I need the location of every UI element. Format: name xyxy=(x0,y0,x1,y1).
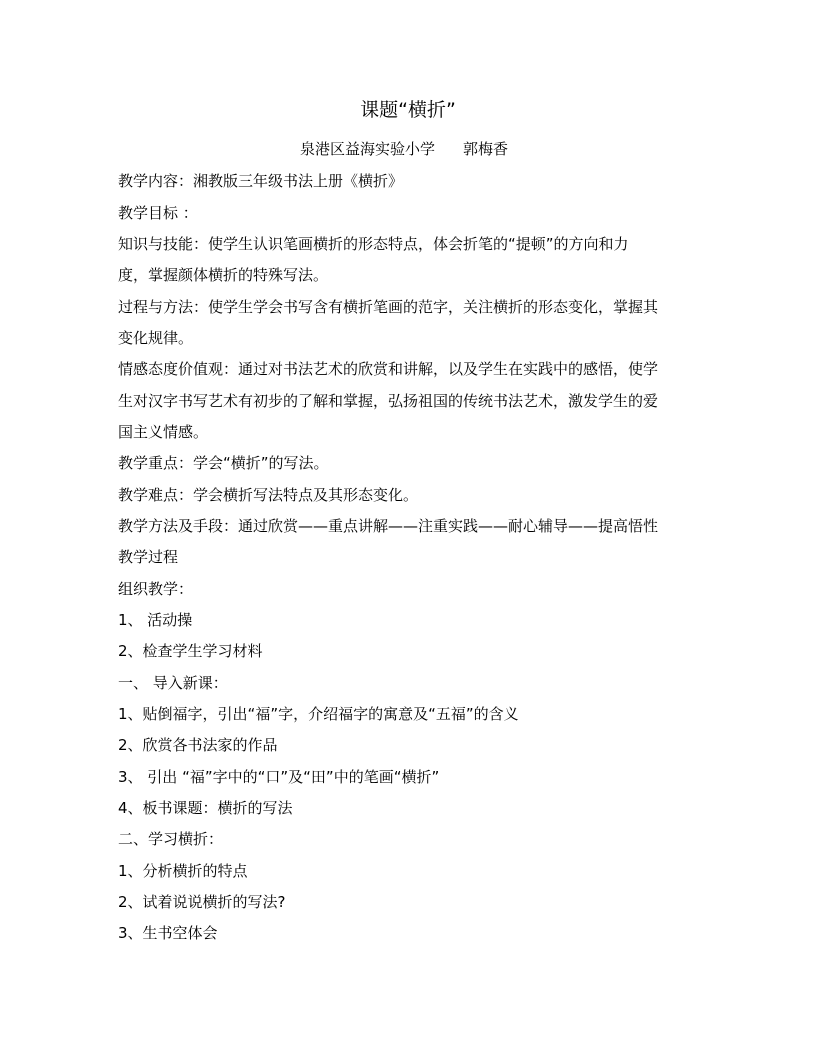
list-item: 3、生书空体会 xyxy=(118,924,218,942)
emotion-values-line-3: 国主义情感。 xyxy=(118,423,209,441)
emotion-values-line-2: 生对汉字书写艺术有初步的了解和掌握，弘扬祖国的传统书法艺术，激发学生的爱 xyxy=(118,392,659,410)
process-methods-line-1: 过程与方法：使学生学会书写含有横折笔画的范字，关注横折的形态变化，掌握其 xyxy=(118,298,659,316)
list-item: 1、 活动操 xyxy=(118,611,193,629)
knowledge-skills-line-1: 知识与技能：使学生认识笔画横折的形态特点，体会折笔的“提顿”的方向和力 xyxy=(118,235,629,253)
document-title: 课题“横折” xyxy=(360,99,456,121)
list-item: 3、 引出 “福”字中的“口”及“田”中的笔画“横折” xyxy=(118,768,440,786)
organize-teaching-heading: 组织教学： xyxy=(118,580,194,598)
section-heading-study: 二、学习横折： xyxy=(118,830,224,848)
list-item: 4、板书课题：横折的写法 xyxy=(118,799,293,817)
section-heading-introduction: 一、 导入新课： xyxy=(118,674,228,692)
list-item: 1、分析横折的特点 xyxy=(118,862,248,880)
teaching-difficulty: 教学难点：学会横折写法特点及其形态变化。 xyxy=(118,486,419,504)
author-name: 郭梅香 xyxy=(463,140,509,158)
list-item: 2、欣赏各书法家的作品 xyxy=(118,736,278,754)
teaching-process-heading: 教学过程 xyxy=(118,548,179,566)
author-school: 泉港区益海实验小学 xyxy=(300,140,436,158)
emotion-values-line-1: 情感态度价值观：通过对书法艺术的欣赏和讲解，以及学生在实践中的感悟，使学 xyxy=(118,360,659,378)
teaching-focus: 教学重点：学会“横折”的写法。 xyxy=(118,454,329,472)
teaching-goals-heading: 教学目标 ： xyxy=(118,204,198,222)
teaching-methods: 教学方法及手段：通过欣赏——重点讲解——注重实践——耐心辅导——提高悟性 xyxy=(118,517,659,535)
author-line xyxy=(300,138,508,160)
list-item: 1、贴倒福字，引出“福”字，介绍福字的寓意及“五福”的含义 xyxy=(118,705,519,723)
teaching-content: 教学内容：湘教版三年级书法上册《横折》 xyxy=(118,172,404,190)
knowledge-skills-line-2: 度，掌握颜体横折的特殊写法。 xyxy=(118,266,329,284)
process-methods-line-2: 变化规律。 xyxy=(118,329,194,347)
list-item: 2、检查学生学习材料 xyxy=(118,642,263,660)
list-item: 2、试着说说横折的写法? xyxy=(118,893,286,911)
